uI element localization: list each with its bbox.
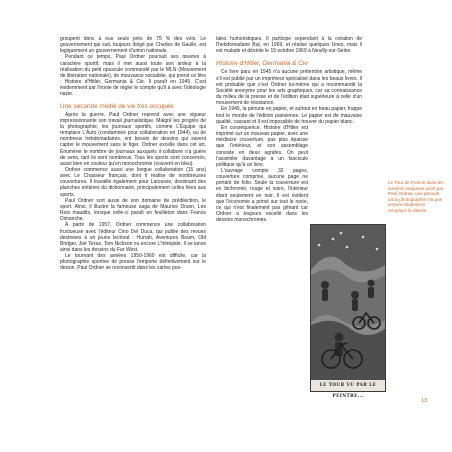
paragraph: L'ouvrage compte 32 pages, couverture comprise, aucune page ne portant de folio. Seule la couverture est en bichromie, rouge et noire, l'intérieur étant seulement en noir. Il est évident que l'économie a primé sur tout le reste, ce qui n'est finalement pas gênant car Ordner a toujours excellé dans les dessins monochromes. <box>216 167 308 224</box>
illustration-title: LE TOUR VU PAR LE PEINTRE... <box>311 380 385 391</box>
paragraph: Pendant ce temps, Paul Ordner poursuit ses œuvres à caractère sportif, mais il met aussi toute son ardeur à la réalisation du petit opuscule commandé par le MLN (Mouvement de libération nationale), de mouvance socialiste, qui prend ce titre : Histoire d'Hitler, Germania & Cie. Il paraît en 1945. C'est évidemment par l'ironie de régler le compte qu'il a avec l'idéologie nazie. <box>60 54 206 98</box>
illustration-caption: Le Tour de France dans les années cinquante peint par Paul Ordner, une période où la photographie n'a pas encore totalement remplacé le dessin. <box>388 180 444 213</box>
section-heading: Histoire d'Hitler, Germania & Cie <box>216 60 308 68</box>
paragraph: À partir de 1957, Ordner commence une collaboration fructueuse avec l'éditeur Cino Del Duca, qui publie des revues destinées à un jeune lectorat : Hurrah, Aventures Boum, Old Bridger, Joé Texas, Tom Nickson ou encore L'Intrépide. Il se lance ainsi dans les dessins du Far West. <box>60 222 206 253</box>
paragraph: Le tournant des années 1950-1960 est difficile, car la photographie sportive de presse l'emporte définitivement sur le dessin. Paul Ordner se reconvertit dans les cartes pos- <box>60 253 206 272</box>
paragraph: En 1945, la pénurie en papier, et surtout en beau papier, frappe tout le monde de l'édition parisienne. Le papier est de mauvaise qualité, cassant et il est impossible de trouver du papier blanc. <box>216 106 362 125</box>
book-page <box>14 36 444 416</box>
paragraph: Ordner commence aussi une longue collaboration (15 ans) avec Le Chasseur français, dont il réalise de nombreuses couvertures. Il travaille également pour Larousse, dessinant des planches entières du dictionnaire, principalement celles liées aux sports. <box>60 166 206 198</box>
section-heading: Une seconde moitié de vie très occupée <box>60 102 174 110</box>
paragraph: groupent donc à eux seuls près de 75 % des voix. Le gouvernement qui suit, toujours dirigé par Charles de Gaulle, est logiquement un gouvernement d'union nationale. <box>60 36 206 55</box>
left-text-column <box>60 36 206 272</box>
illustration-drawing <box>311 225 385 380</box>
paragraph: Après la guerre, Paul Ordner reprend avec une vigueur impressionnante son travail journalistique. Malgré les progrès de la photographie, les journaux sportifs, comme L'Équipe qui remplace L'Auto (condamnée pour collaboration en 1944), ou de nombreux hebdomadaires, ont besoin de dessins qui savent capter le mouvement sans le figer. Ordner excelle dans cet art. Énumérer le nombre de journaux auxquels il collabore n'a guère de sens, tant ils sont nombreux. Tous les sports sont concernés, aussi bien en couleur qu'en monochromie (souvent en bleu). <box>60 111 206 167</box>
page-number: 13 <box>421 398 428 404</box>
paragraph: tales humoristiques. Il participe cependant à la création de l'hebdomadaire But, en 1969, et réalise quelques Unes, mais il est malade et décède le 15 octobre 1969 à Neuilly-sur-Seine. <box>216 36 362 55</box>
right-text-column <box>216 36 362 223</box>
paragraph: En conséquence, Histoire d'Hitler est imprimé sur un mauvais papier, avec une médiocre couverture, pas plus épaisse que l'intérieur, et son assemblage consiste en deux agrafes. On peut l'assimiler davantage à un fascicule politique qu'à un livre. <box>216 124 308 168</box>
paragraph: Paul Ordner sort aussi de son domaine de prédilection, le sport. Ainsi, il illustre la fameuse saga de Maurice Druon, Les Rois maudits, lorsque celle-ci paraît en feuilleton dans France Dimanche. <box>60 197 206 223</box>
paragraph: Ce livre paru en 1945 n'a aucune prétention artistique, même s'il est publié par un imprimeur spécialisé dans les beaux livres. Il est probable que c'est Ordner lui-même qui a recommandé la Société anonyme pour les arts graphiques, car sa connaissance du milieu de la presse et de l'édition était supérieure à celle d'un mouvement de résistance. <box>216 69 362 107</box>
tour-de-france-illustration <box>310 224 386 399</box>
